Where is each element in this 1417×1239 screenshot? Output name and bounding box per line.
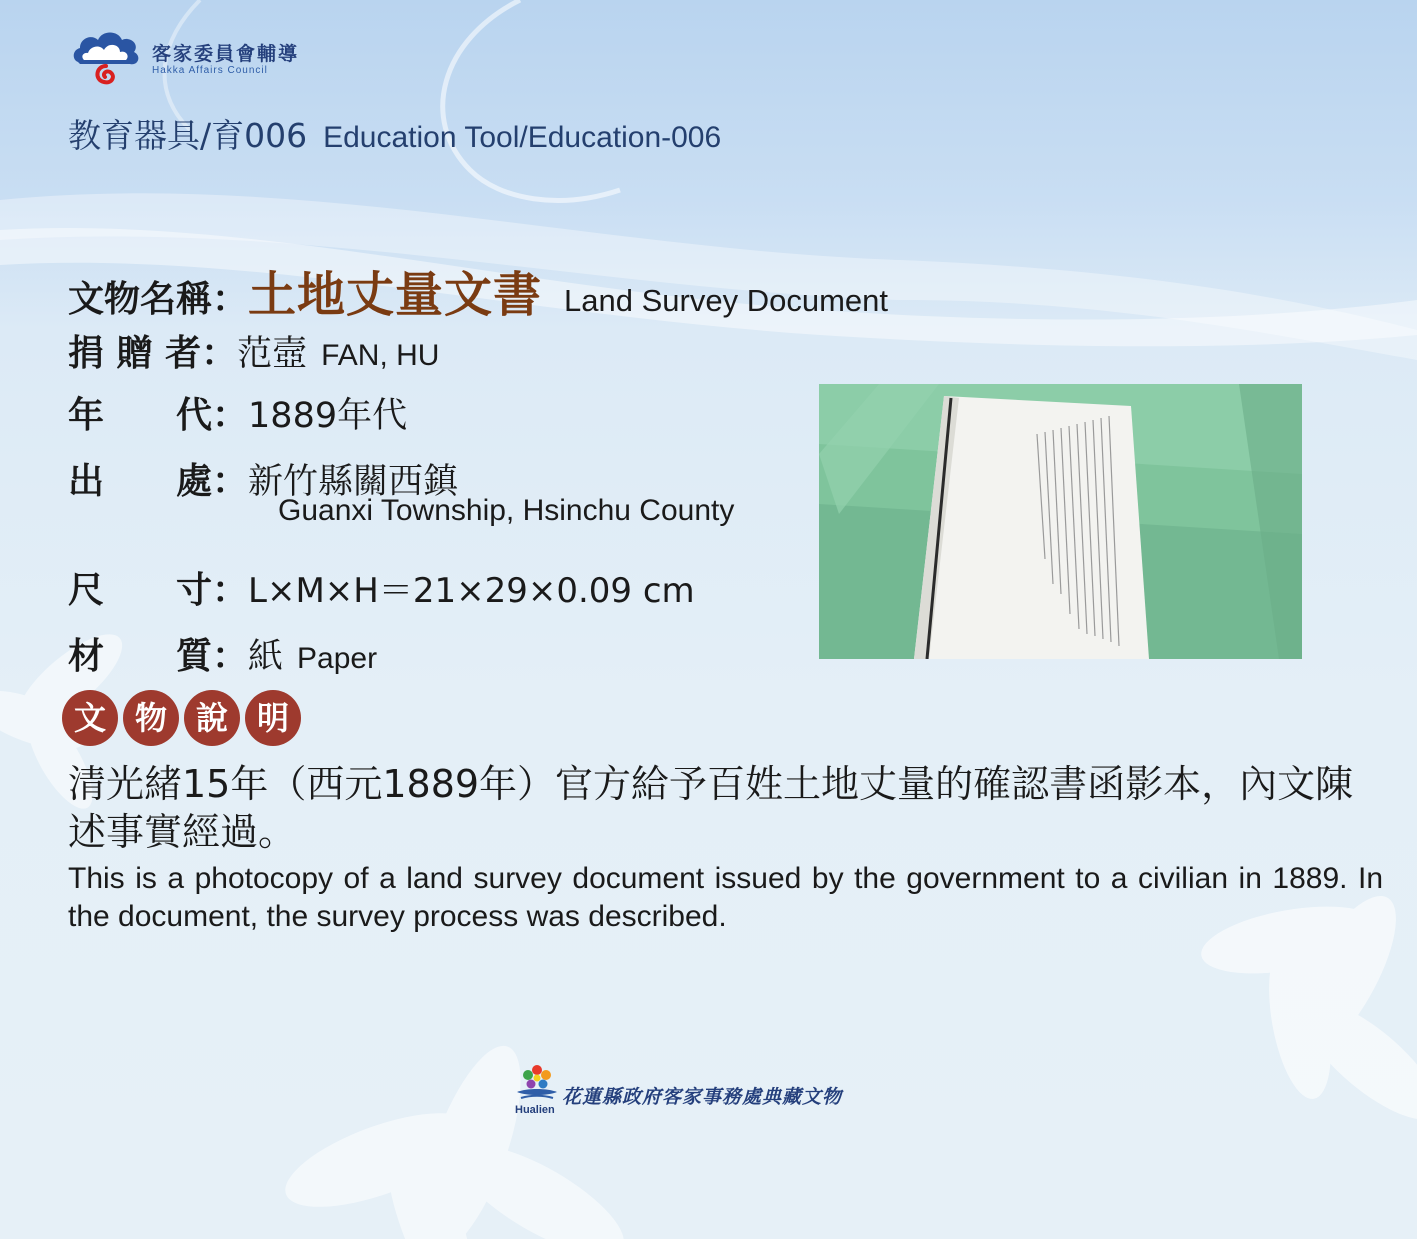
field-colon: ： [212,278,249,320]
description-zh: 清光緒15年（西元1889年）官方給予百姓土地丈量的確認書函影本，內文陳述事實經過。 [68,762,1354,854]
material-value-zh: 紙 [248,637,284,677]
description-en: This is a photocopy of a land survey document issued by the government to a civilian in 1889. In the document, the survey process was described. [68,862,1383,933]
field-donor [68,325,439,376]
field-label: 文物名稱 [68,278,213,320]
field-size [68,562,695,613]
size-value: L×M×H＝21×29×0.09 cm [248,571,695,611]
footer-subtitle: Hualien [515,1104,555,1116]
artifact-photo [819,384,1302,659]
field-material [68,628,377,679]
field-item-name [68,256,888,325]
hualien-footer-logo [515,1062,935,1120]
section-badge: 文 [62,690,118,746]
item-name-zh: 土地丈量文書 [248,267,543,323]
item-name-en: Land Survey Document [564,283,889,318]
field-label: 捐 贈 者 [68,332,202,374]
hakka-cloud-logo-icon [70,26,142,88]
field-label: 年 代 [68,394,213,436]
field-colon: ： [212,569,249,611]
field-label: 出 處 [68,460,213,502]
section-badge: 明 [245,690,301,746]
page-title [68,110,721,157]
category-code-zh: 教育器具/育006 [68,116,308,155]
field-label: 材 質 [68,635,213,677]
field-era [68,387,407,438]
field-label: 尺 寸 [68,569,213,611]
origin-value-en: Guanxi Township, Hsinchu County [278,494,735,527]
logo-subtitle: Hakka Affairs Council [152,65,268,76]
field-colon: ： [212,394,249,436]
era-value: 1889年代 [248,396,408,436]
hakka-affairs-council-logo [70,26,370,92]
donor-name-en: FAN, HU [321,339,440,372]
footer-collection-text: 花蓮縣政府客家事務處典藏文物 [562,1086,843,1108]
field-colon: ： [212,635,249,677]
field-colon: ： [212,460,249,502]
material-value-en: Paper [297,642,378,675]
category-code-en: Education Tool/Education-006 [323,121,722,154]
logo-name: 客家委員會輔導 [152,43,300,65]
document-photo-image [819,384,1302,659]
field-colon: ： [201,332,238,374]
section-badge: 說 [184,690,240,746]
hualien-flower-logo-icon [515,1062,559,1106]
donor-name-zh: 范壼 [237,334,308,374]
section-badge: 物 [123,690,179,746]
origin-value-zh: 新竹縣關西鎮 [248,462,459,502]
